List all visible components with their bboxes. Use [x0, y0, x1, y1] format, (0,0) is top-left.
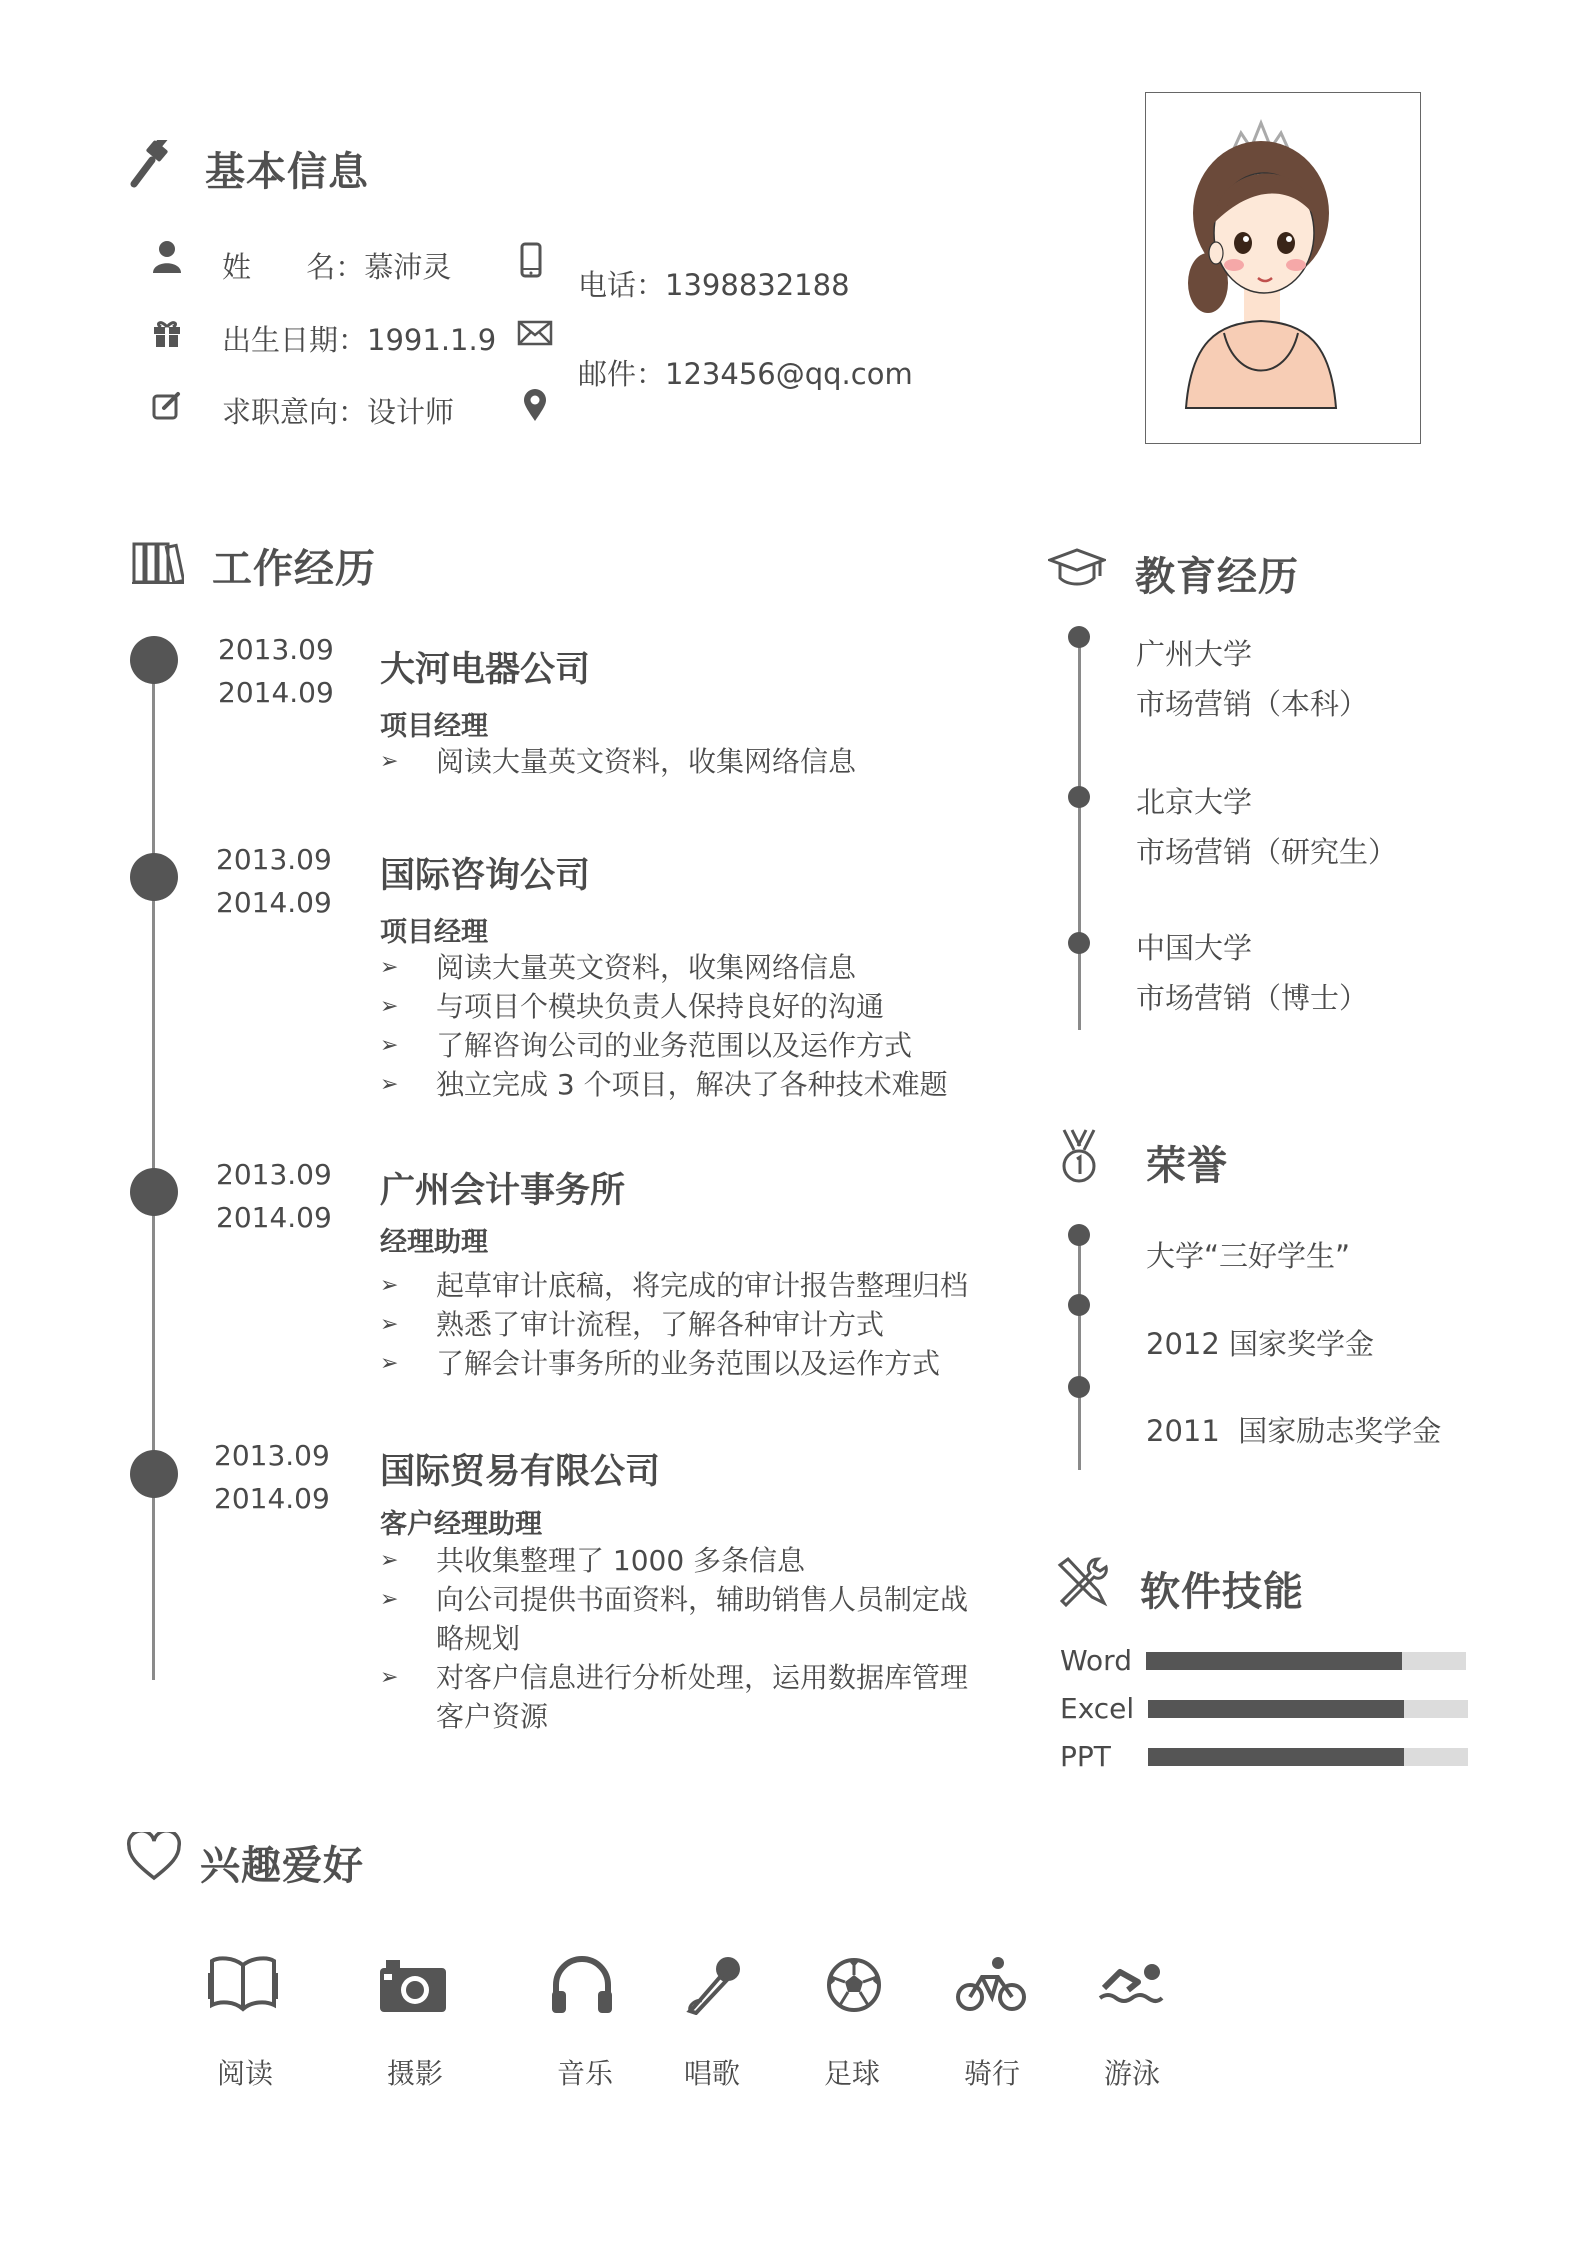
work-4-dates	[214, 1434, 330, 1520]
work-1-end: 2014.09	[218, 676, 334, 709]
phone-row	[578, 263, 850, 304]
education-dot-2	[1068, 786, 1090, 808]
work-dot-2	[130, 853, 178, 901]
heart-icon	[126, 1832, 182, 1882]
bicycle-icon	[956, 1955, 1026, 2013]
work-2-start: 2013.09	[216, 843, 332, 876]
birth-row	[222, 318, 496, 359]
books-icon	[132, 540, 184, 584]
work-4-company: 国际贸易有限公司	[380, 1452, 661, 1492]
birth-value: 1991.1.9	[367, 323, 497, 357]
honors-dot-3	[1068, 1376, 1090, 1398]
honors-timeline-line	[1078, 1230, 1081, 1470]
person-icon	[152, 240, 182, 274]
medal-icon	[1058, 1128, 1100, 1184]
soccer-ball-icon	[826, 1957, 882, 2013]
basic-info-title: 基本信息	[205, 149, 369, 195]
work-dot-1	[130, 636, 178, 684]
list-item: ➢ 与项目个模块负责人保持良好的沟通	[380, 990, 885, 1023]
name-row	[222, 245, 451, 286]
work-3-role: 经理助理	[380, 1227, 488, 1258]
skill-1-name: Word	[1060, 1644, 1132, 1677]
hobby-label-music: 音乐	[556, 2057, 613, 2090]
mobile-phone-icon	[520, 242, 542, 278]
birth-label: 出生日期：	[222, 323, 368, 357]
gift-icon	[152, 318, 182, 348]
list-item: ➢ 阅读大量英文资料，收集网络信息	[380, 951, 857, 984]
skill-3-bar	[1148, 1748, 1468, 1766]
honors-title: 荣誉	[1146, 1143, 1228, 1189]
education-dot-3	[1068, 932, 1090, 954]
list-item: ➢ 起草审计底稿，将完成的审计报告整理归档	[380, 1269, 969, 1302]
hobbies-title: 兴趣爱好	[200, 1843, 364, 1889]
education-3-major: 市场营销（博士）	[1136, 981, 1369, 1015]
work-4-bullets	[380, 1541, 980, 1736]
skill-1-fill	[1146, 1652, 1402, 1670]
intent-value: 设计师	[367, 395, 455, 429]
work-2-end: 2014.09	[216, 886, 332, 919]
phone-value: 1398832188	[665, 268, 850, 302]
hammer-icon	[130, 140, 176, 188]
skill-2-fill	[1148, 1700, 1404, 1718]
honor-3: 2011 国家励志奖学金	[1146, 1414, 1442, 1448]
camera-icon	[380, 1958, 446, 2012]
work-1-start: 2013.09	[218, 633, 334, 666]
list-item: ➢ 了解咨询公司的业务范围以及运作方式	[380, 1029, 913, 1062]
work-1-company: 大河电器公司	[380, 650, 591, 690]
email-value: 123456@qq.com	[665, 357, 913, 391]
work-3-start: 2013.09	[216, 1158, 332, 1191]
skill-1-bar	[1146, 1652, 1466, 1670]
profile-photo	[1145, 92, 1421, 444]
hobby-label-cycling: 骑行	[963, 2057, 1020, 2090]
list-item: ➢ 共收集整理了 1000 多条信息	[380, 1544, 806, 1577]
work-title: 工作经历	[212, 546, 376, 592]
list-item: ➢ 熟悉了审计流程，了解各种审计方式	[380, 1308, 885, 1341]
list-item: ➢ 对客户信息进行分析处理，运用数据库管理客户资源	[380, 1661, 969, 1733]
hobby-label-reading: 阅读	[216, 2057, 273, 2090]
hobby-label-singing: 唱歌	[683, 2057, 740, 2090]
education-dot-1	[1068, 626, 1090, 648]
work-2-dates	[216, 838, 332, 924]
location-pin-icon	[522, 388, 548, 422]
skills-title: 软件技能	[1140, 1569, 1304, 1615]
education-1-major: 市场营销（本科）	[1136, 687, 1369, 721]
work-3-end: 2014.09	[216, 1201, 332, 1234]
list-item: ➢ 阅读大量英文资料，收集网络信息	[380, 745, 857, 778]
work-1-role: 项目经理	[380, 711, 488, 742]
work-1-bullets	[380, 742, 980, 781]
education-2-school: 北京大学	[1136, 785, 1253, 819]
honor-2: 2012 国家奖学金	[1146, 1327, 1375, 1361]
work-2-bullets	[380, 948, 1000, 1104]
work-2-role: 项目经理	[380, 917, 488, 948]
email-row	[578, 352, 913, 393]
work-4-end: 2014.09	[214, 1482, 330, 1515]
education-3-school: 中国大学	[1136, 931, 1253, 965]
edit-icon	[152, 390, 182, 420]
education-timeline-line	[1078, 630, 1081, 1030]
intent-label: 求职意向：	[222, 395, 368, 429]
education-1-school: 广州大学	[1136, 637, 1253, 671]
work-3-dates	[216, 1153, 332, 1239]
work-2-company: 国际咨询公司	[380, 856, 591, 896]
graduation-cap-icon	[1048, 548, 1106, 588]
honor-1: 大学“三好学生”	[1146, 1239, 1351, 1273]
name-value: 慕沛灵	[364, 250, 452, 284]
work-dot-3	[130, 1168, 178, 1216]
skill-2-name: Excel	[1060, 1692, 1135, 1725]
microphone-icon	[686, 1955, 742, 2015]
hobby-label-photography: 摄影	[386, 2057, 443, 2090]
honors-dot-2	[1068, 1294, 1090, 1316]
honors-dot-1	[1068, 1224, 1090, 1246]
hobby-label-soccer: 足球	[823, 2057, 880, 2090]
work-dot-4	[130, 1450, 178, 1498]
skill-3-fill	[1148, 1748, 1404, 1766]
headphones-icon	[550, 1955, 614, 2015]
intent-row	[222, 390, 454, 431]
phone-label: 电话：	[578, 268, 666, 302]
work-3-company: 广州会计事务所	[380, 1171, 626, 1211]
name-label: 姓 名：	[222, 250, 365, 284]
skill-2-bar	[1148, 1700, 1468, 1718]
list-item: ➢ 向公司提供书面资料，辅助销售人员制定战略规划	[380, 1583, 969, 1655]
list-item: ➢ 了解会计事务所的业务范围以及运作方式	[380, 1347, 941, 1380]
hobby-label-swimming: 游泳	[1103, 2057, 1160, 2090]
swimming-icon	[1098, 1958, 1164, 2008]
work-4-role: 客户经理助理	[380, 1509, 542, 1540]
tools-icon	[1054, 1555, 1108, 1609]
work-1-dates	[218, 628, 334, 714]
skill-3-name: PPT	[1060, 1740, 1111, 1773]
envelope-icon	[517, 320, 553, 346]
book-icon	[208, 1955, 278, 2015]
education-title: 教育经历	[1135, 554, 1299, 600]
list-item: ➢ 独立完成 3 个项目，解决了各种技术难题	[380, 1068, 948, 1101]
email-label: 邮件：	[578, 357, 666, 391]
education-2-major: 市场营销（研究生）	[1136, 835, 1398, 869]
work-3-bullets	[380, 1266, 1000, 1383]
work-4-start: 2013.09	[214, 1439, 330, 1472]
